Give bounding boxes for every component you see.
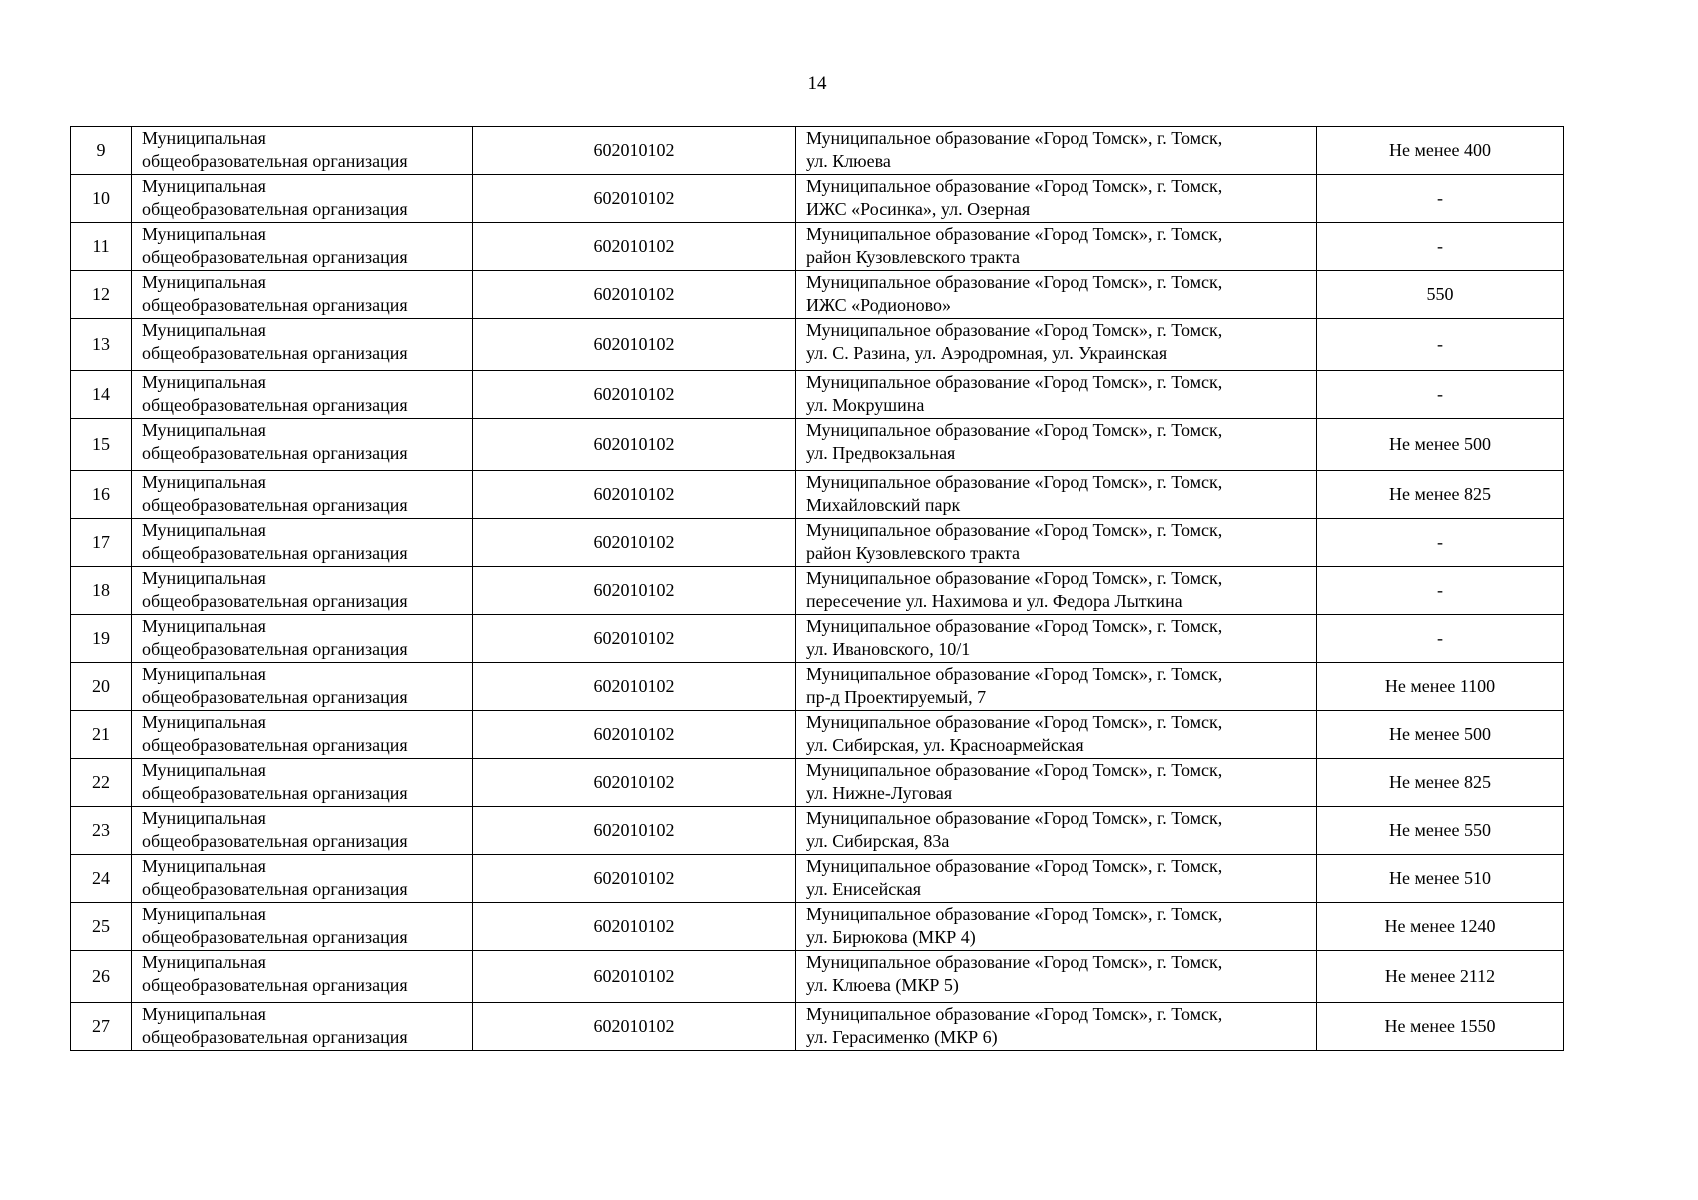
address-cell: [796, 951, 1317, 1003]
address-line-2: пересечение ул. Нахимова и ул. Федора Лыткина: [806, 591, 1183, 611]
address-line-1: Муниципальное образование «Город Томск», г. Томск,: [806, 176, 1223, 196]
code-cell: 602010102: [473, 759, 796, 807]
table-row: [71, 951, 1564, 1003]
table-row: [71, 471, 1564, 519]
table-row: [71, 223, 1564, 271]
organization-line-1: Муниципальная: [142, 616, 266, 636]
table-row: [71, 1003, 1564, 1051]
capacity-cell: Не менее 550: [1317, 807, 1564, 855]
code-cell: 602010102: [473, 127, 796, 175]
row-number: 21: [71, 711, 132, 759]
organization-line-1: Муниципальная: [142, 372, 266, 392]
capacity-cell: -: [1317, 319, 1564, 371]
address-line-1: Муниципальное образование «Город Томск», г. Томск,: [806, 472, 1223, 492]
organization-line-1: Муниципальная: [142, 904, 266, 924]
address-line-1: Муниципальное образование «Город Томск», г. Томск,: [806, 272, 1223, 292]
organization-line-2: общеобразовательная организация: [142, 543, 408, 563]
organization-line-2: общеобразовательная организация: [142, 199, 408, 219]
organization-line-2: общеобразовательная организация: [142, 247, 408, 267]
address-line-1: Муниципальное образование «Город Томск», г. Томск,: [806, 128, 1223, 148]
address-cell: [796, 271, 1317, 319]
table-row: [71, 319, 1564, 371]
address-line-2: район Кузовлевского тракта: [806, 247, 1020, 267]
address-line-1: Муниципальное образование «Город Томск», г. Томск,: [806, 224, 1223, 244]
address-line-2: Михайловский парк: [806, 495, 961, 515]
organization-line-1: Муниципальная: [142, 128, 266, 148]
address-cell: [796, 223, 1317, 271]
address-cell: [796, 471, 1317, 519]
organization-line-2: общеобразовательная организация: [142, 1027, 408, 1047]
page-number: 14: [807, 73, 827, 94]
code-cell: 602010102: [473, 951, 796, 1003]
row-number: 18: [71, 567, 132, 615]
row-number: 13: [71, 319, 132, 371]
row-number: 20: [71, 663, 132, 711]
organization-line-2: общеобразовательная организация: [142, 443, 408, 463]
code-cell: 602010102: [473, 271, 796, 319]
address-line-2: ул. Герасименко (МКР 6): [806, 1027, 998, 1047]
address-line-2: ул. Мокрушина: [806, 395, 925, 415]
table-row: [71, 759, 1564, 807]
address-line-1: Муниципальное образование «Город Томск», г. Томск,: [806, 616, 1223, 636]
organization-line-2: общеобразовательная организация: [142, 927, 408, 947]
table-row: [71, 567, 1564, 615]
table-row: [71, 371, 1564, 419]
organization-cell: [132, 615, 473, 663]
capacity-cell: 550: [1317, 271, 1564, 319]
row-number: 24: [71, 855, 132, 903]
address-line-2: ул. Предвокзальная: [806, 443, 956, 463]
row-number: 16: [71, 471, 132, 519]
organization-cell: [132, 371, 473, 419]
capacity-cell: Не менее 510: [1317, 855, 1564, 903]
organization-line-2: общеобразовательная организация: [142, 591, 408, 611]
organization-line-2: общеобразовательная организация: [142, 975, 408, 995]
code-cell: 602010102: [473, 471, 796, 519]
address-line-1: Муниципальное образование «Город Томск», г. Томск,: [806, 664, 1223, 684]
organization-line-1: Муниципальная: [142, 520, 266, 540]
organization-cell: [132, 807, 473, 855]
address-line-2: ул. Енисейская: [806, 879, 922, 899]
organization-cell: [132, 567, 473, 615]
code-cell: 602010102: [473, 807, 796, 855]
organization-cell: [132, 759, 473, 807]
row-number: 26: [71, 951, 132, 1003]
row-number: 23: [71, 807, 132, 855]
row-number: 9: [71, 127, 132, 175]
organization-line-2: общеобразовательная организация: [142, 343, 408, 363]
organization-line-1: Муниципальная: [142, 320, 266, 340]
code-cell: 602010102: [473, 663, 796, 711]
table-row: [71, 855, 1564, 903]
code-cell: 602010102: [473, 855, 796, 903]
address-line-2: ул. Клюева (МКР 5): [806, 975, 959, 995]
code-cell: 602010102: [473, 903, 796, 951]
organization-line-1: Муниципальная: [142, 760, 266, 780]
table-row: [71, 271, 1564, 319]
address-line-2: ул. Клюева: [806, 151, 891, 171]
address-cell: [796, 371, 1317, 419]
organization-line-1: Муниципальная: [142, 1004, 266, 1024]
capacity-cell: -: [1317, 567, 1564, 615]
capacity-cell: Не менее 500: [1317, 419, 1564, 471]
row-number: 11: [71, 223, 132, 271]
address-line-1: Муниципальное образование «Город Томск», г. Томск,: [806, 520, 1223, 540]
organization-line-2: общеобразовательная организация: [142, 879, 408, 899]
organization-line-2: общеобразовательная организация: [142, 639, 408, 659]
address-line-1: Муниципальное образование «Город Томск», г. Томск,: [806, 952, 1223, 972]
capacity-cell: Не менее 1100: [1317, 663, 1564, 711]
table-row: [71, 711, 1564, 759]
address-cell: [796, 663, 1317, 711]
capacity-cell: Не менее 500: [1317, 711, 1564, 759]
row-number: 10: [71, 175, 132, 223]
code-cell: 602010102: [473, 567, 796, 615]
organization-cell: [132, 319, 473, 371]
code-cell: 602010102: [473, 711, 796, 759]
capacity-cell: -: [1317, 223, 1564, 271]
code-cell: 602010102: [473, 1003, 796, 1051]
address-line-1: Муниципальное образование «Город Томск», г. Томск,: [806, 712, 1223, 732]
organization-line-1: Муниципальная: [142, 568, 266, 588]
organization-line-2: общеобразовательная организация: [142, 735, 408, 755]
address-cell: [796, 519, 1317, 567]
code-cell: 602010102: [473, 223, 796, 271]
organization-cell: [132, 903, 473, 951]
organization-line-1: Муниципальная: [142, 176, 266, 196]
address-cell: [796, 759, 1317, 807]
organization-cell: [132, 951, 473, 1003]
capacity-cell: Не менее 2112: [1317, 951, 1564, 1003]
address-line-2: ИЖС «Росинка», ул. Озерная: [806, 199, 1031, 219]
organization-cell: [132, 855, 473, 903]
organization-line-1: Муниципальная: [142, 712, 266, 732]
row-number: 19: [71, 615, 132, 663]
address-line-1: Муниципальное образование «Город Томск», г. Томск,: [806, 856, 1223, 876]
organization-cell: [132, 175, 473, 223]
address-line-2: ул. Бирюкова (МКР 4): [806, 927, 976, 947]
organization-line-1: Муниципальная: [142, 272, 266, 292]
row-number: 25: [71, 903, 132, 951]
code-cell: 602010102: [473, 371, 796, 419]
organization-line-2: общеобразовательная организация: [142, 395, 408, 415]
organization-line-1: Муниципальная: [142, 472, 266, 492]
organization-cell: [132, 223, 473, 271]
code-cell: 602010102: [473, 175, 796, 223]
organization-line-1: Муниципальная: [142, 856, 266, 876]
table-row: [71, 419, 1564, 471]
table-row: [71, 903, 1564, 951]
address-cell: [796, 567, 1317, 615]
organization-cell: [132, 127, 473, 175]
address-cell: [796, 419, 1317, 471]
organization-cell: [132, 471, 473, 519]
capacity-cell: -: [1317, 175, 1564, 223]
row-number: 27: [71, 1003, 132, 1051]
row-number: 15: [71, 419, 132, 471]
table-row: [71, 175, 1564, 223]
address-cell: [796, 711, 1317, 759]
address-cell: [796, 175, 1317, 223]
address-line-2: ул. С. Разина, ул. Аэродромная, ул. Украинская: [806, 343, 1168, 363]
address-line-1: Муниципальное образование «Город Томск», г. Томск,: [806, 760, 1223, 780]
organization-line-2: общеобразовательная организация: [142, 687, 408, 707]
table-row: [71, 807, 1564, 855]
code-cell: 602010102: [473, 615, 796, 663]
address-cell: [796, 319, 1317, 371]
row-number: 12: [71, 271, 132, 319]
address-cell: [796, 903, 1317, 951]
table-row: [71, 663, 1564, 711]
organization-line-1: Муниципальная: [142, 952, 266, 972]
organization-line-2: общеобразовательная организация: [142, 295, 408, 315]
table-row: [71, 519, 1564, 567]
organization-line-2: общеобразовательная организация: [142, 495, 408, 515]
address-line-2: пр-д Проектируемый, 7: [806, 687, 987, 707]
organization-line-1: Муниципальная: [142, 808, 266, 828]
code-cell: 602010102: [473, 319, 796, 371]
row-number: 17: [71, 519, 132, 567]
table-body: [71, 127, 1564, 1051]
address-line-1: Муниципальное образование «Город Томск», г. Томск,: [806, 420, 1223, 440]
address-line-2: ул. Сибирская, ул. Красноармейская: [806, 735, 1084, 755]
address-line-2: ул. Нижне-Луговая: [806, 783, 953, 803]
organization-line-2: общеобразовательная организация: [142, 783, 408, 803]
organization-line-2: общеобразовательная организация: [142, 831, 408, 851]
organization-cell: [132, 711, 473, 759]
capacity-cell: -: [1317, 371, 1564, 419]
address-line-1: Муниципальное образование «Город Томск», г. Томск,: [806, 568, 1223, 588]
organization-cell: [132, 1003, 473, 1051]
capacity-cell: Не менее 400: [1317, 127, 1564, 175]
address-cell: [796, 127, 1317, 175]
organization-line-2: общеобразовательная организация: [142, 151, 408, 171]
code-cell: 602010102: [473, 519, 796, 567]
organization-cell: [132, 519, 473, 567]
capacity-cell: Не менее 1240: [1317, 903, 1564, 951]
address-line-2: район Кузовлевского тракта: [806, 543, 1020, 563]
organization-line-1: Муниципальная: [142, 420, 266, 440]
address-line-1: Муниципальное образование «Город Томск», г. Томск,: [806, 1004, 1223, 1024]
code-cell: 602010102: [473, 419, 796, 471]
address-cell: [796, 615, 1317, 663]
capacity-cell: Не менее 825: [1317, 759, 1564, 807]
address-line-1: Муниципальное образование «Город Томск», г. Томск,: [806, 904, 1223, 924]
table-row: [71, 615, 1564, 663]
address-line-2: ул. Ивановского, 10/1: [806, 639, 971, 659]
address-line-2: ИЖС «Родионово»: [806, 295, 952, 315]
table-row: [71, 127, 1564, 175]
address-cell: [796, 1003, 1317, 1051]
address-line-1: Муниципальное образование «Город Томск», г. Томск,: [806, 372, 1223, 392]
address-line-2: ул. Сибирская, 83а: [806, 831, 950, 851]
capacity-cell: Не менее 1550: [1317, 1003, 1564, 1051]
address-line-1: Муниципальное образование «Город Томск», г. Томск,: [806, 808, 1223, 828]
address-cell: [796, 855, 1317, 903]
organization-line-1: Муниципальная: [142, 224, 266, 244]
facilities-table: [70, 126, 1564, 1051]
address-cell: [796, 807, 1317, 855]
organization-line-1: Муниципальная: [142, 664, 266, 684]
organization-cell: [132, 663, 473, 711]
capacity-cell: -: [1317, 519, 1564, 567]
row-number: 14: [71, 371, 132, 419]
row-number: 22: [71, 759, 132, 807]
capacity-cell: Не менее 825: [1317, 471, 1564, 519]
organization-cell: [132, 419, 473, 471]
capacity-cell: -: [1317, 615, 1564, 663]
organization-cell: [132, 271, 473, 319]
address-line-1: Муниципальное образование «Город Томск», г. Томск,: [806, 320, 1223, 340]
